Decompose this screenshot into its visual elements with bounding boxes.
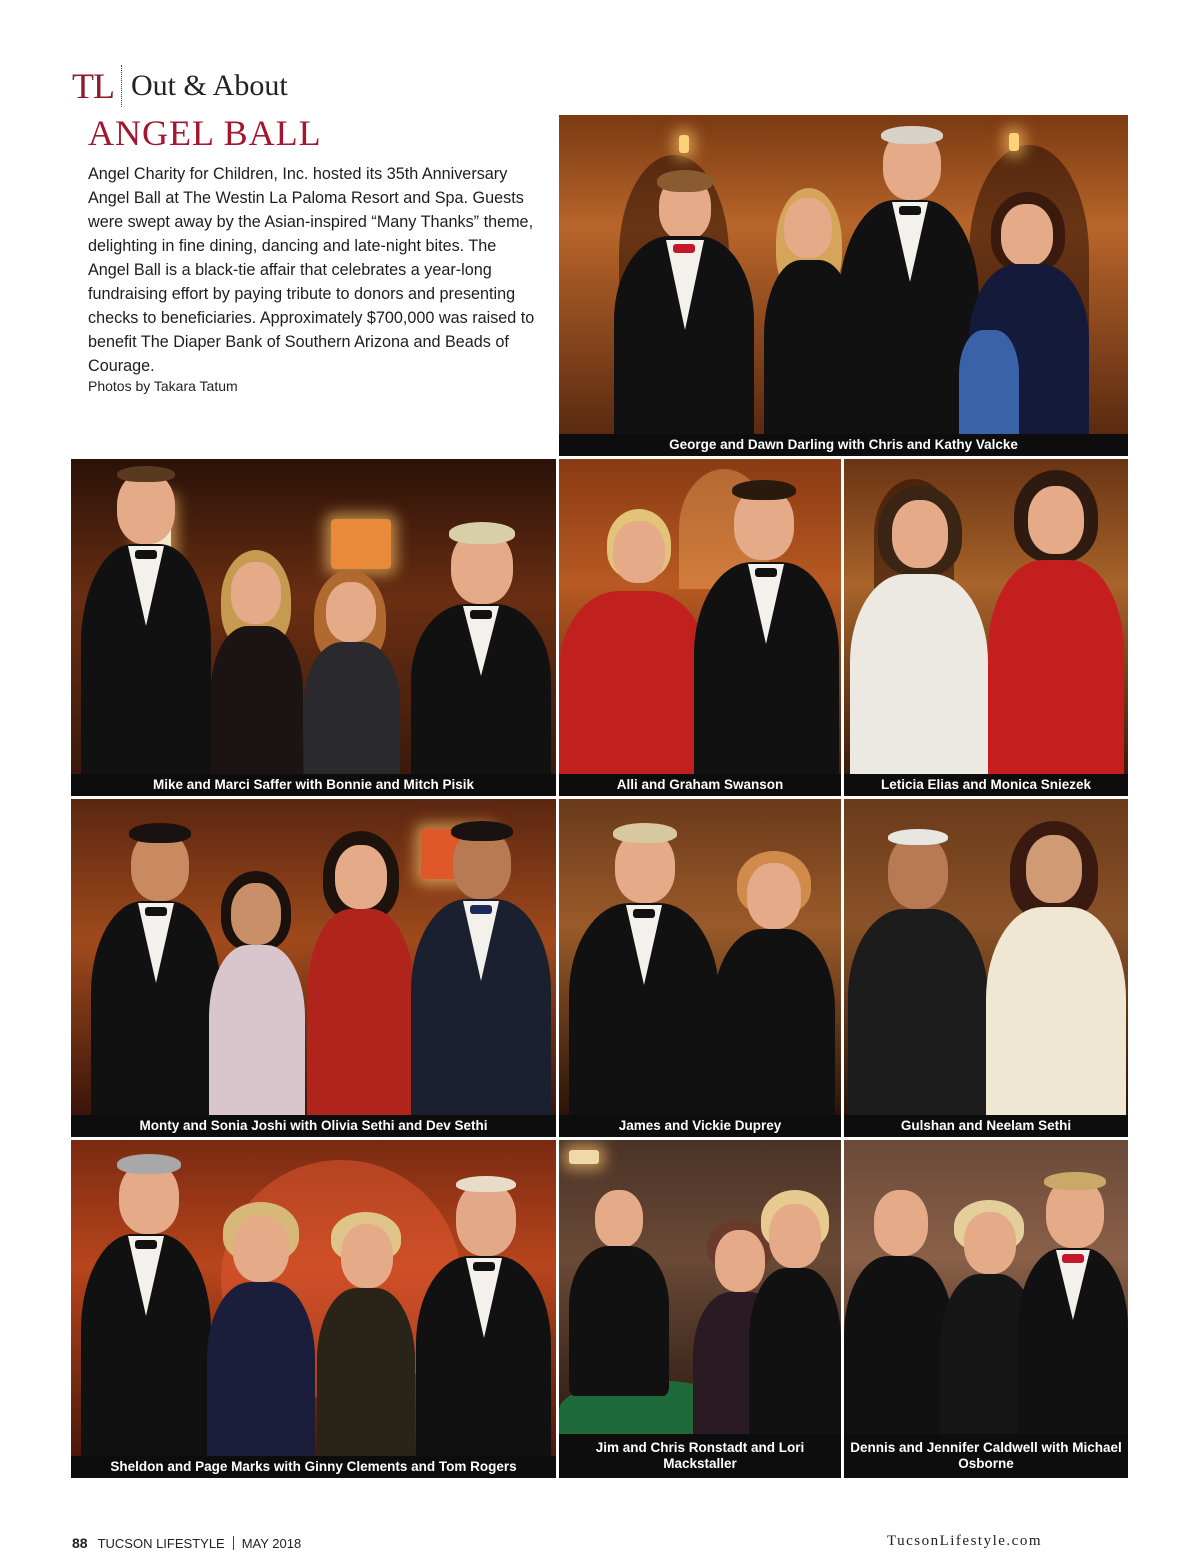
photo-caption: Dennis and Jennifer Caldwell with Michael Osborne <box>844 1434 1128 1478</box>
event-photo <box>559 799 841 1137</box>
photo-image <box>559 1140 841 1434</box>
photo-caption: Sheldon and Page Marks with Ginny Clements and Tom Rogers <box>71 1456 556 1478</box>
event-photo <box>559 1140 841 1478</box>
section-header <box>72 62 288 110</box>
event-photo <box>71 1140 556 1478</box>
event-photo <box>844 799 1128 1137</box>
magazine-logo: TL <box>72 66 114 106</box>
photo-credit: Photos by Takara Tatum <box>88 378 238 394</box>
event-photo <box>559 115 1128 456</box>
header-divider <box>121 65 122 107</box>
photo-image <box>844 1140 1128 1434</box>
page-footer <box>72 1535 301 1551</box>
event-photo <box>844 459 1128 796</box>
footer-divider <box>233 1536 234 1550</box>
event-photo <box>71 459 556 796</box>
photo-caption: Gulshan and Neelam Sethi <box>844 1115 1128 1137</box>
photo-caption: James and Vickie Duprey <box>559 1115 841 1137</box>
event-photo <box>559 459 841 796</box>
photo-image <box>559 115 1128 434</box>
photo-image <box>559 459 841 774</box>
photo-image <box>71 799 556 1115</box>
website-link: TucsonLifestyle.com <box>886 1533 1042 1549</box>
photo-image <box>71 1140 556 1456</box>
photo-caption: Leticia Elias and Monica Sniezek <box>844 774 1128 796</box>
photo-image <box>71 459 556 774</box>
event-photo <box>71 799 556 1137</box>
photo-caption: Mike and Marci Saffer with Bonnie and Mitch Pisik <box>71 774 556 796</box>
issue-date: MAY 2018 <box>241 1535 302 1551</box>
event-photo <box>844 1140 1128 1478</box>
photo-caption: Jim and Chris Ronstadt and Lori Mackstaller <box>559 1434 841 1478</box>
photo-image <box>559 799 841 1115</box>
photo-caption: Monty and Sonia Joshi with Olivia Sethi and Dev Sethi <box>71 1115 556 1137</box>
photo-caption: Alli and Graham Swanson <box>559 774 841 796</box>
article-intro: Angel Charity for Children, Inc. hosted its 35th Anniversary Angel Ball at The Westin La Paloma Resort and Spa. Guests were swept away by the Asian-inspired “Many Thanks” theme, delighting in fine dining, dancing and late-night bites. The Angel Ball is a black-tie affair that celebrates a year-long fundraising effort by paying tribute to donors and presenting checks to beneficiaries. Approximately $700,000 was raised to benefit The Diaper Bank of Southern Arizona and Beads of Courage. <box>88 165 535 375</box>
article-title: ANGEL BALL <box>88 113 322 153</box>
photo-image <box>844 459 1128 774</box>
photo-image <box>844 799 1128 1115</box>
photo-caption: George and Dawn Darling with Chris and Kathy Valcke <box>559 434 1128 456</box>
page-number: 88 <box>72 1535 88 1551</box>
section-title: Out & About <box>130 69 288 102</box>
magazine-name: TUCSON LIFESTYLE <box>97 1535 225 1551</box>
